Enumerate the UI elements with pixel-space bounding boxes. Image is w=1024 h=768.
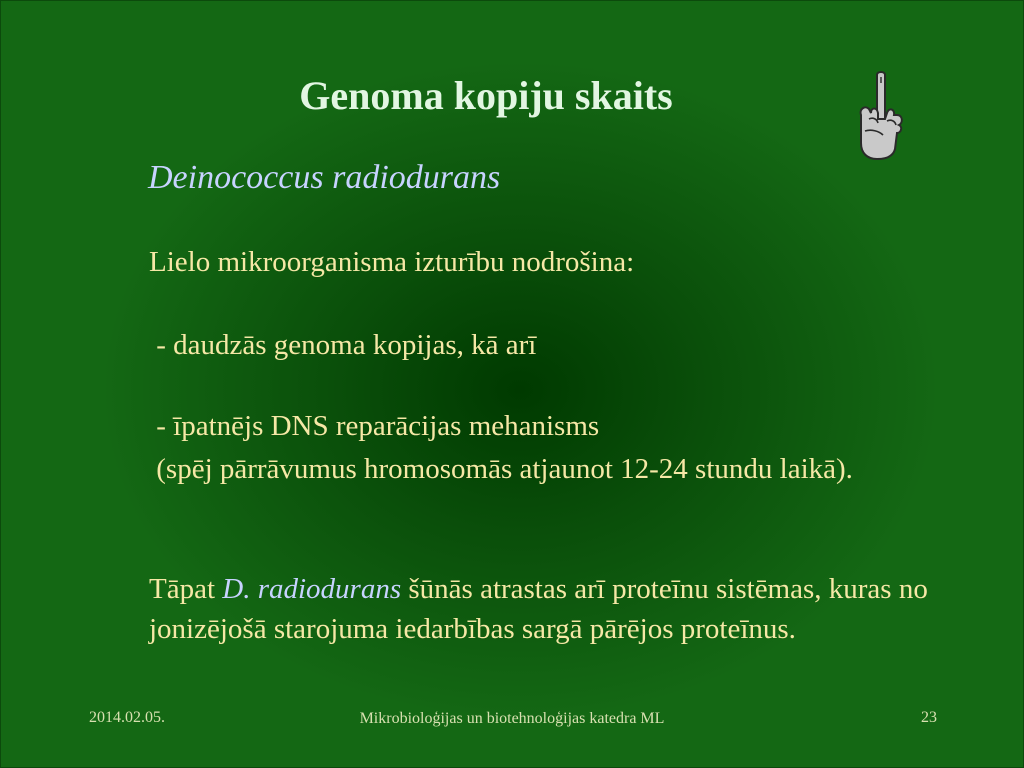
footer-department: Mikrobioloģijas un biotehnoloģijas katedra ML [359,710,665,727]
protein-systems-paragraph [149,569,936,649]
paragraph-rest: šūnās atrastas arī proteīnu sistēmas, kuras no jonizējošā starojuma iedarbības sargā pārējos proteīnus. [149,573,936,645]
bullet-dna-repair: - īpatnējs DNS reparācijas mehanisms [149,410,600,442]
species-inline: D. radiodurans [222,573,402,605]
slide-title: Genoma kopiju skaits [299,73,673,118]
bullet-genome-copies: - daudzās genoma kopijas, kā arī [149,329,537,361]
intro-line: Lielo mikroorganisma izturību nodrošina: [149,246,635,278]
footer-date: 2014.02.05. [89,709,165,726]
paragraph-start: Tāpat [149,573,223,605]
footer-page-number: 23 [921,709,937,726]
species-subtitle: Deinococcus radiodurans [148,159,501,196]
pointing-hand-icon [851,69,907,165]
bullet-dna-repair-detail: (spēj pārrāvumus hromosomās atjaunot 12-24 stundu laikā). [149,453,853,485]
